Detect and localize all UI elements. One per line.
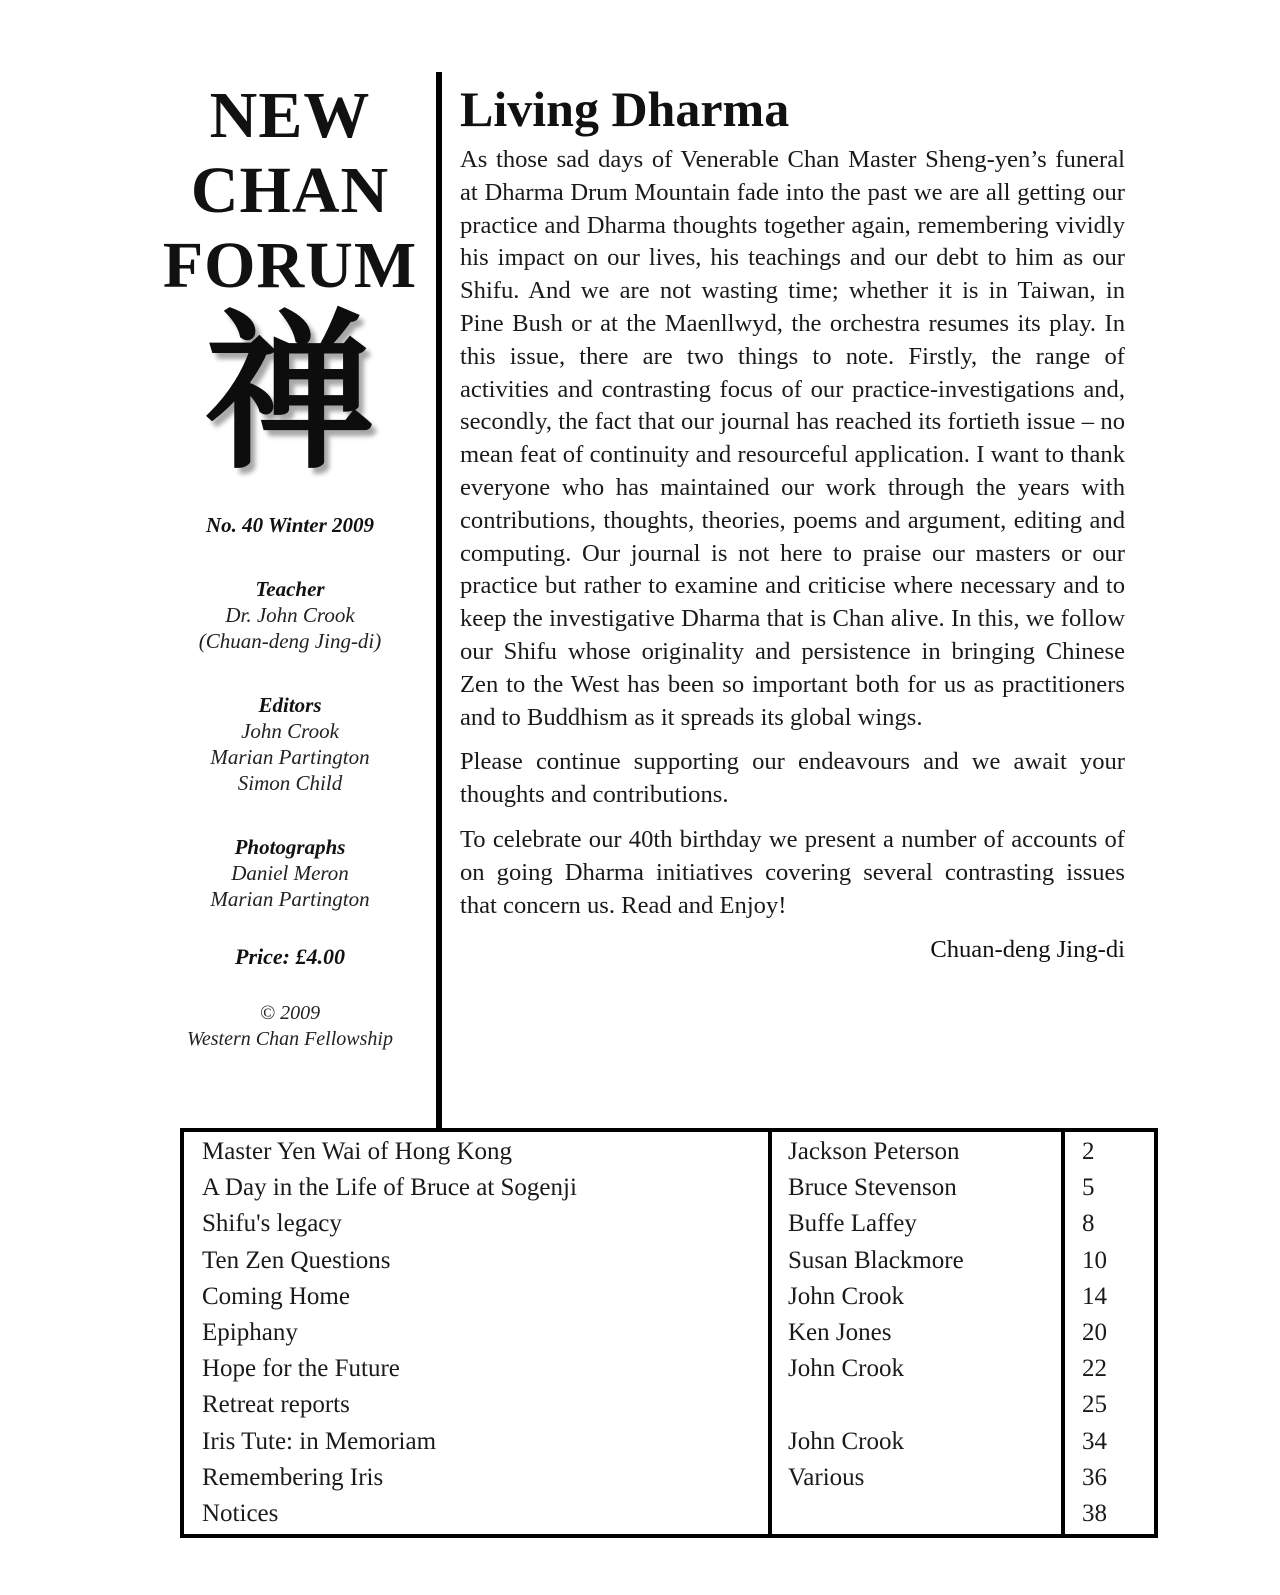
toc-author: Bruce Stevenson	[788, 1174, 957, 1202]
toc-article-title: Hope for the Future	[202, 1355, 400, 1383]
editor-name: Marian Partington	[210, 745, 370, 769]
price: Price: £4.00	[235, 944, 345, 969]
table-row[interactable]	[184, 1133, 1154, 1170]
toc-page-number: 25	[1082, 1391, 1107, 1419]
editors-credit	[150, 692, 430, 796]
toc-article-title: Epiphany	[202, 1319, 298, 1346]
toc-article-title: Shifu's legacy	[202, 1210, 342, 1238]
toc-page-number: 14	[1082, 1282, 1107, 1310]
table-row[interactable]	[184, 1459, 1154, 1496]
article-signature: Chuan-deng Jing-di	[930, 936, 1125, 964]
toc-page-number: 22	[1082, 1355, 1107, 1383]
toc-page-number: 8	[1082, 1210, 1095, 1238]
copyright	[150, 1000, 430, 1052]
toc-author: John Crook	[788, 1355, 904, 1383]
table-row[interactable]	[184, 1205, 1154, 1242]
masthead-sidebar	[150, 78, 430, 1052]
photographer-name: Marian Partington	[210, 887, 370, 911]
masthead-line-3: FORUM	[162, 229, 418, 302]
toc-article-title: Iris Tute: in Memoriam	[202, 1427, 437, 1455]
editors-heading: Editors	[258, 693, 322, 717]
toc-article-title: Master Yen Wai of Hong Kong	[202, 1138, 513, 1165]
toc-article-title: A Day in the Life of Bruce at Sogenji	[202, 1174, 577, 1202]
toc-author: Buffe Laffey	[788, 1210, 917, 1238]
copyright-year: © 2009	[259, 1002, 321, 1024]
toc-page-number: 34	[1082, 1427, 1107, 1455]
toc-article-title: Retreat reports	[202, 1391, 350, 1419]
toc-article-title: Notices	[202, 1500, 279, 1527]
copyright-holder: Western Chan Fellowship	[187, 1028, 393, 1050]
toc-page-number: 5	[1082, 1174, 1095, 1202]
issue-number: No. 40 Winter 2009	[205, 513, 375, 537]
toc-author: Ken Jones	[788, 1319, 892, 1346]
toc-page-number: 20	[1082, 1319, 1107, 1346]
teacher-dharma-name: (Chuan-deng Jing-di)	[198, 629, 382, 653]
chan-calligraphy-logo: 禅	[204, 295, 375, 493]
table-row[interactable]	[184, 1314, 1154, 1351]
toc-article-title: Coming Home	[202, 1282, 350, 1310]
masthead-line-2: CHAN	[190, 154, 390, 227]
toc-author: John Crook	[788, 1282, 904, 1310]
article-title: Living Dharma	[460, 81, 790, 137]
vertical-divider	[436, 72, 442, 1130]
table-row[interactable]	[184, 1423, 1154, 1460]
teacher-credit	[150, 576, 430, 654]
photographer-name: Daniel Meron	[231, 861, 349, 885]
teacher-heading: Teacher	[255, 577, 325, 601]
toc-author: Various	[788, 1463, 865, 1491]
editor-name: John Crook	[241, 719, 339, 743]
toc-article-title: Ten Zen Questions	[202, 1246, 391, 1274]
editor-name: Simon Child	[237, 771, 343, 795]
masthead-line-1: NEW	[209, 79, 371, 152]
table-row[interactable]	[184, 1350, 1154, 1387]
toc-page-number: 10	[1082, 1246, 1107, 1274]
article-paragraph: As those sad days of Venerable Chan Master Sheng-yen’s funeral at Dharma Drum Mountain fade into the past we are all getting our practice and Dharma thoughts together again, remembering vividly his impact on our lives, his teachings and our debt to him as our Shifu. And we are not wasting time; whether it is in Taiwan, in Pine Bush or at the Maenllwyd, the orchestra resumes its play. In this issue, there are two things to note. Firstly, the range of activities and contrasting focus of our practice-investigations and, secondly, the fact that our journal has reached its fortieth issue – no mean feat of continuity and resourceful application. I want to thank everyone who has maintained our work through the years with contributions, thoughts, theories, poems and argument, editing and computing. Our journal is not here to praise our masters or our practice but rather to examine and criticise where necessary and to keep the investigative Dharma that is Chan alive. In this, we follow our Shifu whose originality and persistence in bringing Chinese Zen to the West has been so important both for us as practitioners and to Buddhism as it spreads its global wings.	[460, 146, 1125, 731]
toc-author: Susan Blackmore	[788, 1246, 964, 1274]
toc-article-title: Remembering Iris	[202, 1463, 384, 1491]
teacher-name: Dr. John Crook	[225, 603, 355, 627]
toc-page-number: 36	[1082, 1463, 1107, 1491]
toc-page-number: 38	[1082, 1500, 1107, 1527]
toc-author: Jackson Peterson	[788, 1138, 960, 1165]
table-row[interactable]	[184, 1278, 1154, 1315]
table-row[interactable]	[184, 1386, 1154, 1423]
article-paragraph: Please continue supporting our endeavours and we await your thoughts and contributions.	[460, 748, 1125, 809]
table-row[interactable]	[184, 1242, 1154, 1279]
photographs-heading: Photographs	[234, 835, 346, 859]
editorial-article	[460, 80, 1125, 966]
toc-author: John Crook	[788, 1427, 904, 1455]
toc-page-number: 2	[1082, 1138, 1095, 1165]
table-row[interactable]	[184, 1169, 1154, 1206]
table-row[interactable]	[184, 1495, 1154, 1532]
article-paragraph: To celebrate our 40th birthday we present a number of accounts of on going Dharma initiatives covering several contrasting issues that concern us. Read and Enjoy!	[460, 825, 1125, 919]
table-of-contents	[180, 1128, 1158, 1538]
photographs-credit	[150, 834, 430, 912]
